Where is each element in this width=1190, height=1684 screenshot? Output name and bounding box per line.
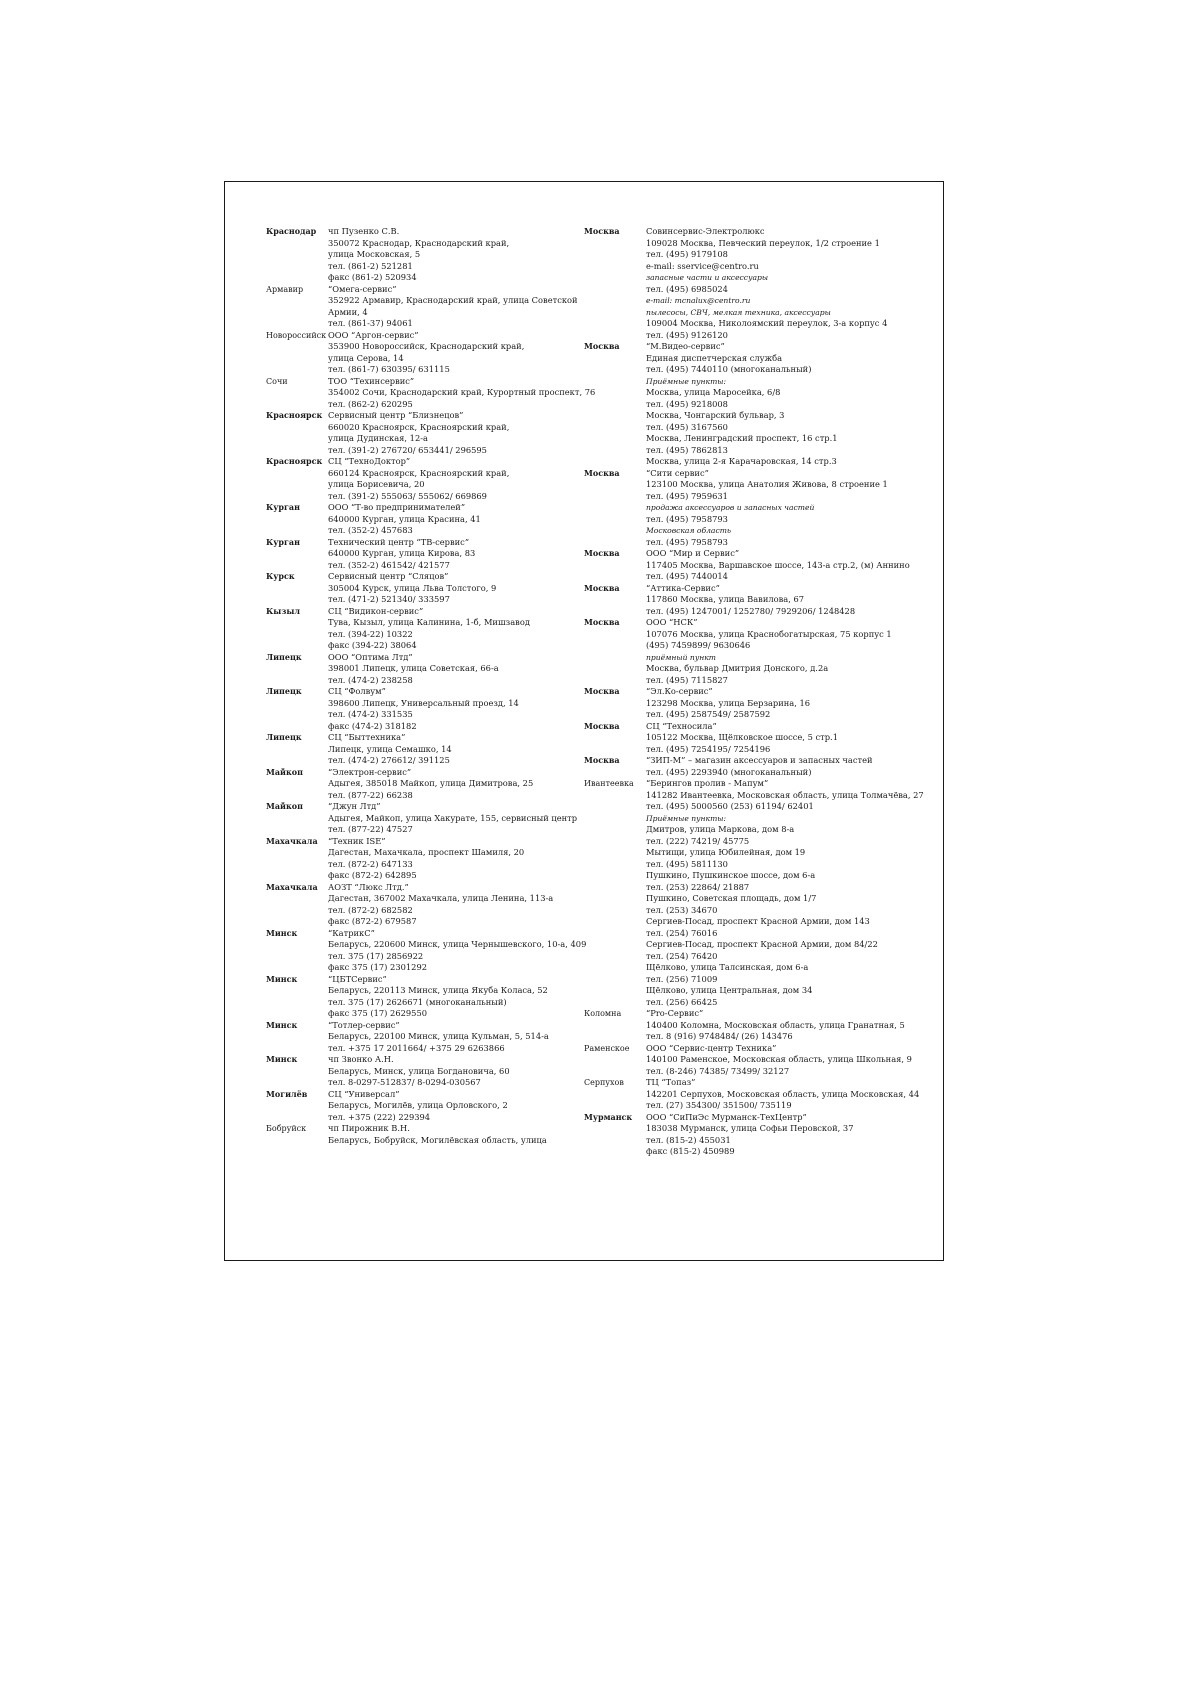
detail-line: Единая диспетчерская служба: [646, 352, 783, 363]
service-center-entry: [266, 284, 596, 330]
detail-line: СЦ “Фолвум”: [328, 686, 386, 696]
city-name: Липецк: [266, 651, 302, 662]
service-center-entry: [584, 341, 924, 468]
entry-details: [328, 928, 596, 974]
detail-line: 109028 Москва, Певческий переулок, 1/2 строение 1: [646, 237, 880, 248]
city-name: Курск: [266, 571, 295, 581]
city-name: Серпухов: [584, 1078, 624, 1087]
city-name: Москва: [584, 548, 620, 558]
service-center-entry: [266, 974, 596, 1020]
detail-line: улица Серова, 14: [328, 352, 404, 363]
city-name: Минск: [266, 1019, 298, 1030]
entry-details: [328, 456, 596, 502]
detail-line: тел. (495) 9126120: [646, 329, 728, 340]
detail-line: улица Дудинская, 12-а: [328, 433, 428, 443]
detail-line: “ЦБТСервис”: [328, 973, 387, 984]
detail-line: тел. (253) 22864/ 21887: [646, 881, 750, 892]
detail-line: факс (872-2) 642895: [328, 870, 417, 880]
detail-line: тел. (222) 74219/ 45775: [646, 835, 750, 846]
detail-line: Сергиев-Посад, проспект Красной Армии, дом 84/22: [646, 939, 878, 949]
detail-line: тел. (872-2) 682582: [328, 904, 413, 915]
detail-line: тел. (861-7) 630395/ 631115: [328, 364, 450, 374]
entry-details: [646, 1043, 924, 1078]
city-name: Краснодар: [266, 226, 317, 236]
city-name: Москва: [584, 617, 620, 627]
detail-line: ООО “НСК”: [646, 617, 698, 627]
detail-line: улица Борисевича, 20: [328, 479, 425, 489]
detail-line: тел. (877-22) 47527: [328, 824, 413, 834]
entry-details: [646, 617, 924, 686]
detail-line: Дагестан, Махачкала, проспект Шамиля, 20: [328, 847, 525, 857]
entry-details: [328, 537, 596, 572]
entry-details: [328, 502, 596, 537]
detail-line: Москва, улица Маросейка, 6/8: [646, 387, 781, 397]
entry-details: [646, 468, 924, 549]
entry-details: [328, 1089, 596, 1124]
detail-line: ООО “Аргон-сервис”: [328, 329, 419, 340]
detail-line: 350072 Краснодар, Краснодарский край,: [328, 237, 510, 248]
detail-line: Сервисный центр “Сляцов”: [328, 571, 449, 581]
detail-line: Москва, Ленинградский проспект, 16 стр.1: [646, 433, 838, 443]
detail-line: тел. (8-246) 74385/ 73499/ 32127: [646, 1065, 790, 1076]
detail-line: тел. (495) 7958793: [646, 513, 728, 524]
city-name: Минск: [266, 973, 298, 984]
service-center-entry: [266, 767, 596, 802]
entry-details: [328, 376, 596, 411]
entry-details: [646, 755, 924, 778]
city-name: Бобруйск: [266, 1124, 307, 1133]
entry-details: [328, 836, 596, 882]
city-name: Ивантеевка: [584, 779, 634, 788]
detail-line: тел. (253) 34670: [646, 904, 718, 915]
city-name: Курган: [266, 536, 300, 547]
city-name: Москва: [584, 582, 620, 593]
detail-line: тел. (872-2) 647133: [328, 858, 413, 869]
detail-line: тел. (495) 7959631: [646, 490, 728, 501]
detail-line: ООО “Оптима Лтд”: [328, 651, 413, 662]
detail-line: Адыгея, Майкоп, улица Хакурате, 155, сервисный центр: [328, 812, 578, 823]
detail-line: “М.Видео-сервис”: [646, 341, 725, 351]
service-center-entry: [266, 537, 596, 572]
service-center-entry: [584, 686, 924, 721]
detail-line: тел. (861-2) 521281: [328, 260, 413, 271]
detail-line: тел. (495) 7440110 (многоканальный): [646, 364, 812, 374]
detail-line: 305004 Курск, улица Льва Толстого, 9: [328, 582, 497, 593]
entry-details: [328, 652, 596, 687]
detail-line: СЦ “Универсал”: [328, 1088, 400, 1099]
city-name: Новороссийск: [266, 330, 327, 340]
detail-line: факс (394-22) 38064: [328, 640, 417, 650]
detail-line: факс (872-2) 679587: [328, 916, 417, 926]
city-name: Москва: [584, 341, 620, 351]
detail-line: 107076 Москва, улица Краснобогатырская, 75 корпус 1: [646, 628, 892, 639]
service-center-entry: [266, 606, 596, 652]
detail-line: запасные части и аксессуары: [646, 273, 769, 282]
detail-line: Беларусь, 220100 Минск, улица Кульман, 5, 514-а: [328, 1031, 549, 1041]
entry-details: [328, 330, 596, 376]
detail-line: 398001 Липецк, улица Советская, 66-а: [328, 663, 499, 673]
detail-line: 105122 Москва, Щёлковское шоссе, 5 стр.1: [646, 732, 838, 742]
detail-line: Московская область: [646, 526, 732, 535]
detail-line: тел. (391-2) 555063/ 555062/ 669869: [328, 490, 487, 501]
detail-line: СЦ “Техносила”: [646, 720, 717, 731]
detail-line: Щёлково, улица Центральная, дом 34: [646, 985, 813, 995]
entry-details: [646, 1077, 924, 1112]
detail-line: Адыгея, 385018 Майкоп, улица Димитрова, 25: [328, 778, 534, 788]
detail-line: тел. (495) 7862813: [646, 444, 728, 455]
detail-line: тел. (495) 2587549/ 2587592: [646, 709, 771, 719]
detail-line: тел. (471-2) 521340/ 333597: [328, 594, 450, 604]
city-name: Махачкала: [266, 835, 318, 846]
detail-line: e-mail: mcnalux@centro.ru: [646, 296, 751, 305]
detail-line: Сергиев-Посад, проспект Красной Армии, дом 143: [646, 916, 870, 926]
detail-line: тел. (352-2) 461542/ 421577: [328, 559, 450, 570]
service-center-entry: [266, 836, 596, 882]
city-name: Могилёв: [266, 1088, 308, 1099]
entry-details: [646, 778, 924, 1008]
left-column: [266, 226, 596, 1146]
city-name: Липецк: [266, 732, 302, 742]
detail-line: СЦ “ТехноДоктор”: [328, 456, 411, 466]
service-center-entry: [266, 571, 596, 606]
entry-details: [328, 1020, 596, 1055]
detail-line: “Джун Лтд”: [328, 801, 381, 811]
city-name: Минск: [266, 927, 298, 938]
city-name: Москва: [584, 755, 620, 765]
city-name: Махачкала: [266, 881, 318, 892]
detail-line: Совинсервис-Электролюкс: [646, 226, 765, 236]
entry-details: [328, 1054, 596, 1089]
detail-line: продажа аксессуаров и запасных частей: [646, 503, 815, 512]
service-center-entry: [584, 1043, 924, 1078]
city-name: Кызыл: [266, 605, 301, 616]
detail-line: ООО “СиПиЭс Мурманск-ТехЦентр”: [646, 1111, 807, 1122]
detail-line: Беларусь, Могилёв, улица Орловского, 2: [328, 1100, 508, 1110]
service-center-entry: [584, 583, 924, 618]
detail-line: тел. (861-37) 94061: [328, 318, 413, 328]
city-name: Мурманск: [584, 1111, 633, 1122]
city-name: Раменское: [584, 1043, 630, 1053]
detail-line: Дмитров, улица Маркова, дом 8-а: [646, 824, 795, 834]
detail-line: тел. (474-2) 331535: [328, 709, 413, 719]
detail-line: (495) 7459899/ 9630646: [646, 640, 751, 650]
service-center-entry: [266, 928, 596, 974]
detail-line: тел. (254) 76016: [646, 927, 718, 938]
detail-line: ООО “Т-во предпринимателей”: [328, 502, 466, 512]
detail-line: факс 375 (17) 2629550: [328, 1008, 428, 1018]
service-center-entry: [266, 652, 596, 687]
detail-line: тел. 375 (17) 2856922: [328, 950, 424, 961]
service-center-entry: [266, 410, 596, 456]
detail-line: Беларусь, 220600 Минск, улица Чернышевского, 10-а, 409: [328, 939, 587, 949]
right-column: [584, 226, 924, 1158]
detail-line: “Тотлер-сервис”: [328, 1019, 400, 1030]
detail-line: “Аттика-Сервис”: [646, 582, 720, 593]
detail-line: Сервисный центр “Близнецов”: [328, 410, 464, 420]
detail-line: тел. (254) 76420: [646, 950, 718, 961]
detail-line: ТЦ “Топаз”: [646, 1077, 696, 1087]
detail-line: факс 375 (17) 2301292: [328, 962, 428, 972]
detail-line: Приёмные пункты:: [646, 376, 727, 386]
detail-line: тел. (495) 9218008: [646, 398, 728, 409]
detail-line: тел. (862-2) 620295: [328, 398, 413, 409]
detail-line: Беларусь, Бобруйск, Могилёвская область, улица: [328, 1134, 547, 1145]
service-center-entry: [266, 1020, 596, 1055]
service-center-entry: [584, 617, 924, 686]
detail-line: тел. (495) 2293940 (многоканальный): [646, 766, 812, 777]
detail-line: Пушкино, Пушкинское шоссе, дом 6-а: [646, 870, 816, 880]
detail-line: 353900 Новороссийск, Краснодарский край,: [328, 341, 525, 351]
entry-details: [646, 548, 924, 583]
detail-line: ООО “Мир и Сервис”: [646, 548, 740, 558]
detail-line: Тува, Кызыл, улица Калинина, 1-б, Мишзавод: [328, 617, 530, 627]
entry-details: [646, 583, 924, 618]
detail-line: 640000 Курган, улица Кирова, 83: [328, 548, 476, 558]
detail-line: Пушкино, Советская площадь, дом 1/7: [646, 893, 817, 903]
detail-line: Липецк, улица Семашко, 14: [328, 743, 452, 754]
entry-details: [646, 1112, 924, 1158]
entry-details: [328, 732, 596, 767]
service-center-entry: [266, 330, 596, 376]
detail-line: 141282 Ивантеевка, Московская область, улица Толмачёва, 27: [646, 789, 924, 800]
detail-line: тел. (474-2) 238258: [328, 674, 413, 685]
entry-details: [328, 801, 596, 836]
detail-line: e-mail: sservice@centro.ru: [646, 260, 759, 271]
service-center-entry: [584, 1112, 924, 1158]
detail-line: “Pro-Сервис”: [646, 1008, 704, 1018]
service-center-entry: [266, 1089, 596, 1124]
entry-details: [328, 974, 596, 1020]
detail-line: СЦ “Видикон-сервис”: [328, 605, 424, 616]
entry-details: [646, 1008, 924, 1043]
detail-line: 123100 Москва, улица Анатолия Живова, 8 строение 1: [646, 479, 888, 489]
detail-line: тел. (495) 7115827: [646, 674, 728, 685]
detail-line: 640000 Курган, улица Красина, 41: [328, 513, 481, 524]
service-center-entry: [266, 801, 596, 836]
detail-line: тел. (495) 6985024: [646, 283, 728, 294]
detail-line: ТОО “Техинсервис”: [328, 375, 415, 386]
detail-line: тел. 8-0297-512837/ 8-0294-030567: [328, 1077, 481, 1087]
service-center-entry: [266, 376, 596, 411]
detail-line: тел. (495) 7254195/ 7254196: [646, 743, 771, 754]
document-page: [224, 181, 944, 1261]
detail-line: 140400 Коломна, Московская область, улица Гранатная, 5: [646, 1019, 905, 1030]
city-name: Майкоп: [266, 801, 303, 811]
detail-line: 140100 Раменское, Московская область, улица Школьная, 9: [646, 1054, 912, 1064]
detail-line: тел. (815-2) 455031: [646, 1134, 731, 1145]
detail-line: “Омега-сервис”: [328, 283, 397, 294]
detail-line: “Техник ISE”: [328, 835, 386, 846]
detail-line: 142201 Серпухов, Московская область, улица Московская, 44: [646, 1088, 920, 1099]
detail-line: тел. (256) 71009: [646, 973, 718, 984]
city-name: Коломна: [584, 1009, 622, 1018]
detail-line: тел. (27) 354300/ 351500/ 735119: [646, 1100, 792, 1110]
service-center-entry: [266, 1054, 596, 1089]
city-name: Армавир: [266, 284, 304, 294]
entry-details: [646, 341, 924, 468]
detail-line: тел. (394-22) 10322: [328, 628, 413, 639]
city-name: Москва: [584, 720, 620, 731]
service-center-entry: [584, 1008, 924, 1043]
detail-line: тел. (495) 5811130: [646, 858, 728, 869]
detail-line: тел. (495) 9179108: [646, 249, 728, 259]
detail-line: тел. (495) 7440014: [646, 571, 728, 581]
detail-line: 117405 Москва, Варшавское шоссе, 143-а стр.2, (м) Аннино: [646, 559, 910, 570]
detail-line: 123298 Москва, улица Берзарина, 16: [646, 697, 811, 708]
detail-line: факс (474-2) 318182: [328, 720, 417, 731]
entry-details: [328, 686, 596, 732]
detail-line: СЦ “Быттехника”: [328, 732, 406, 742]
detail-line: “Берингов пролив - Мапум”: [646, 778, 769, 788]
detail-line: 183038 Мурманск, улица Софьи Перовской, 37: [646, 1123, 854, 1133]
detail-line: тел. (495) 1247001/ 1252780/ 7929206/ 1248428: [646, 605, 856, 616]
service-center-entry: [266, 882, 596, 928]
detail-line: тел. (495) 3167560: [646, 421, 728, 432]
detail-line: чп Пирожник В.Н.: [328, 1123, 410, 1133]
city-name: Москва: [584, 467, 620, 478]
detail-line: факс (861-2) 520934: [328, 272, 417, 282]
city-name: Красноярск: [266, 410, 323, 420]
detail-line: тел. 375 (17) 2626671 (многоканальный): [328, 996, 507, 1007]
detail-line: тел. +375 17 2011664/ +375 29 6263866: [328, 1042, 505, 1053]
entry-details: [328, 410, 596, 456]
service-center-entry: [266, 502, 596, 537]
service-center-entry: [584, 1077, 924, 1112]
detail-line: тел. (495) 5000560 (253) 61194/ 62401: [646, 801, 814, 811]
city-name: Курган: [266, 502, 300, 512]
detail-line: Мытищи, улица Юбилейная, дом 19: [646, 847, 806, 857]
detail-line: 109004 Москва, Николоямский переулок, 3-а корпус 4: [646, 318, 888, 328]
service-center-entry: [584, 548, 924, 583]
entry-details: [328, 571, 596, 606]
detail-line: “Сити сервис”: [646, 467, 709, 478]
detail-line: тел. (474-2) 276612/ 391125: [328, 755, 450, 765]
detail-line: 354002 Сочи, Краснодарский край, Курортный проспект, 76: [328, 387, 596, 397]
city-name: Москва: [584, 686, 620, 696]
detail-line: Москва, Чонгарский бульвар, 3: [646, 410, 785, 420]
service-center-entry: [584, 755, 924, 778]
detail-line: “Электрон-сервис”: [328, 766, 412, 777]
detail-line: Москва, улица 2-я Карачаровская, 14 стр.3: [646, 456, 837, 466]
detail-line: пылесосы, СВЧ, мелкая техника, аксессуары: [646, 307, 831, 317]
city-name: Майкоп: [266, 766, 303, 777]
entry-details: [328, 1123, 596, 1146]
detail-line: факс (815-2) 450989: [646, 1146, 735, 1156]
city-name: Липецк: [266, 686, 302, 696]
detail-line: АОЗТ “Люкс Лтд.”: [328, 881, 409, 892]
city-name: Москва: [584, 226, 620, 236]
service-center-entry: [266, 686, 596, 732]
service-center-entry: [266, 1123, 596, 1146]
detail-line: Беларусь, Минск, улица Богдановича, 60: [328, 1065, 510, 1076]
detail-line: 398600 Липецк, Универсальный проезд, 14: [328, 697, 519, 708]
detail-line: Щёлково, улица Талсинская, дом 6-а: [646, 962, 809, 972]
detail-line: чп Пузенко С.В.: [328, 226, 400, 236]
detail-line: тел. (877-22) 66238: [328, 789, 413, 800]
detail-line: тел. (256) 66425: [646, 996, 718, 1007]
entry-details: [328, 606, 596, 652]
detail-line: Дагестан, 367002 Махачкала, улица Ленина, 113-а: [328, 893, 554, 903]
detail-line: “Эл.Ко-сервис”: [646, 686, 713, 696]
detail-line: 117860 Москва, улица Вавилова, 67: [646, 594, 805, 604]
city-name: Сочи: [266, 376, 288, 386]
entry-details: [328, 767, 596, 802]
detail-line: Армии, 4: [328, 306, 368, 317]
detail-line: Беларусь, 220113 Минск, улица Якуба Коласа, 52: [328, 985, 548, 995]
entry-details: [328, 226, 596, 284]
detail-line: 660124 Красноярск, Красноярский край,: [328, 467, 510, 478]
detail-line: тел. (495) 7958793: [646, 536, 728, 547]
detail-line: тел. (352-2) 457683: [328, 525, 413, 535]
detail-line: 660020 Красноярск, Красноярский край,: [328, 421, 510, 432]
entry-details: [646, 686, 924, 721]
entry-details: [328, 882, 596, 928]
entry-details: [328, 284, 596, 330]
detail-line: 352922 Армавир, Краснодарский край, улица Советской: [328, 295, 578, 305]
service-center-entry: [584, 226, 924, 341]
detail-line: тел. 8 (916) 9748484/ (26) 143476: [646, 1031, 793, 1041]
service-center-entry: [266, 226, 596, 284]
entry-details: [646, 226, 924, 341]
entry-details: [646, 721, 924, 756]
detail-line: Москва, бульвар Дмитрия Донского, д.2а: [646, 663, 829, 673]
service-center-entry: [584, 468, 924, 549]
detail-line: тел. +375 (222) 229394: [328, 1111, 431, 1122]
detail-line: Технический центр “ТВ-сервис”: [328, 536, 470, 547]
detail-line: Приёмные пункты:: [646, 813, 727, 823]
detail-line: “ЗИП-М” – магазин аксессуаров и запасных частей: [646, 755, 873, 765]
service-center-entry: [584, 778, 924, 1008]
detail-line: улица Московская, 5: [328, 249, 421, 259]
service-center-entry: [266, 456, 596, 502]
city-name: Красноярск: [266, 456, 323, 466]
service-center-entry: [584, 721, 924, 756]
city-name: Минск: [266, 1054, 298, 1064]
detail-line: приёмный пункт: [646, 652, 716, 662]
detail-line: тел. (391-2) 276720/ 653441/ 296595: [328, 444, 487, 455]
detail-line: ООО “Сервис-центр Техника”: [646, 1042, 777, 1053]
detail-line: чп Звонко А.Н.: [328, 1054, 394, 1064]
detail-line: “КатрикС”: [328, 927, 375, 938]
service-center-entry: [266, 732, 596, 767]
